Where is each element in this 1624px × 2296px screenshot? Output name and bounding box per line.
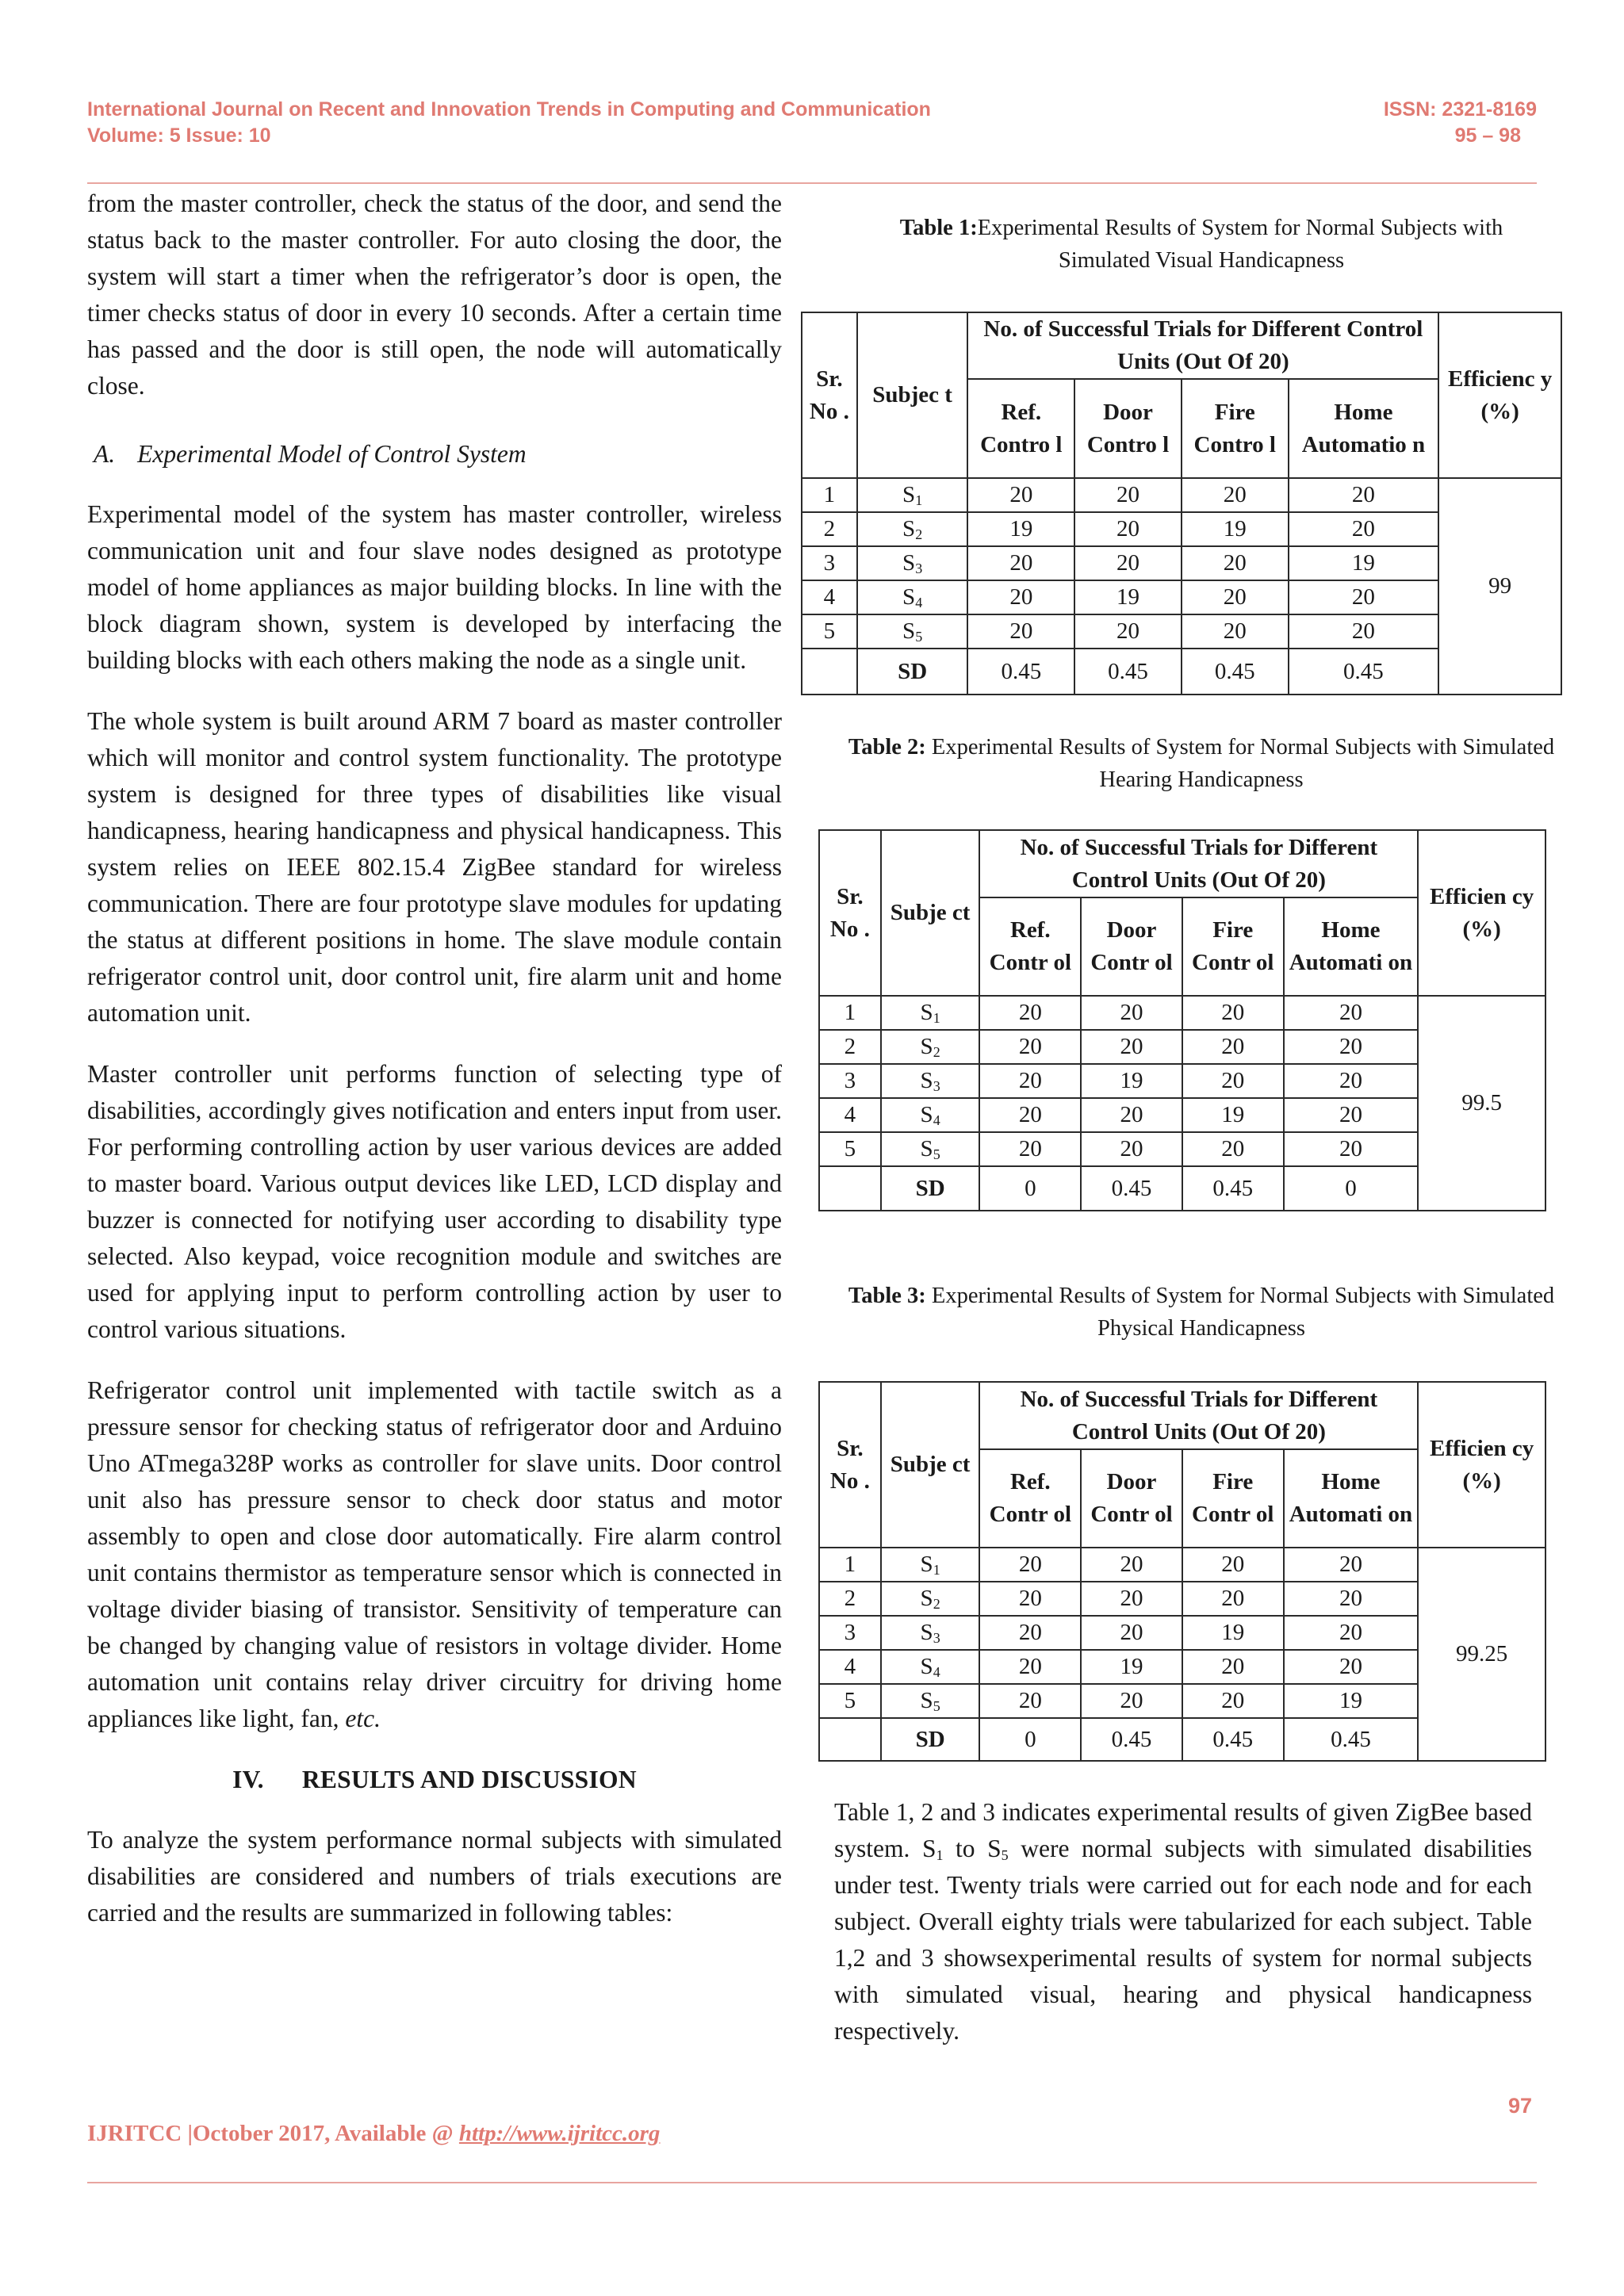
cell-door: 20 [1074, 478, 1182, 512]
cell-sd-ref: 0 [979, 1718, 1081, 1761]
cell-home: 20 [1289, 512, 1439, 546]
caption-text: Experimental Results of System for Normal Subjects with Simulated Visual Handicapness [977, 216, 1503, 273]
header-subject: Subje ct [881, 830, 980, 996]
cell-subject: $S_1$ [881, 1548, 980, 1582]
cell-fire: 20 [1182, 996, 1284, 1030]
cell-subject: $S_2$ [881, 1582, 980, 1616]
table-2-caption [833, 731, 1570, 796]
cell-fire: 20 [1182, 546, 1289, 580]
cell-sr: 2 [819, 1030, 881, 1064]
table-row [819, 1548, 1545, 1582]
cell-ref: 20 [979, 1064, 1081, 1098]
paragraph: The whole system is built around ARM 7 board as master controller which will monitor and control system functionality. The prototype system is designed for three types of disabilities like visual handicapness, hearing handicapness and physical handicapness. This system relies on IEEE 802.15.4 ZigBee standard for wireless communication. There are four prototype slave modules for updating the status at different positions in home. The slave module contain refrigerator control unit, door control unit, fire alarm unit and home automation unit. [87, 707, 782, 1027]
cell-sd-home: 0 [1284, 1166, 1419, 1211]
etc-text: etc. [345, 1705, 381, 1732]
cell-fire: 20 [1182, 478, 1289, 512]
cell-home: 20 [1289, 614, 1439, 649]
header-sr: Sr. No . [802, 312, 857, 478]
cell-ref: 20 [967, 478, 1074, 512]
header-efficiency: Efficien cy (%) [1418, 1382, 1545, 1548]
header-subject: Subje ct [881, 1382, 980, 1548]
cell-door: 20 [1081, 1582, 1182, 1616]
header-group: No. of Successful Trials for Different Control Units (Out Of 20) [967, 312, 1438, 379]
cell-ref: 20 [967, 580, 1074, 614]
cell-door: 19 [1081, 1650, 1182, 1684]
header-fire: Fire Contr ol [1182, 897, 1284, 996]
cell-home: 20 [1284, 1132, 1419, 1166]
cell-sr: 4 [819, 1098, 881, 1132]
left-column [87, 186, 782, 1956]
cell-door: 20 [1081, 1030, 1182, 1064]
cell-ref: 20 [979, 1616, 1081, 1650]
cell-ref: 20 [979, 1548, 1081, 1582]
cell-door: 20 [1081, 1616, 1182, 1650]
cell-door: 19 [1074, 580, 1182, 614]
cell-sr: 1 [802, 478, 857, 512]
cell-sr: 4 [802, 580, 857, 614]
cell-subject: $S_4$ [881, 1650, 980, 1684]
table-row [802, 478, 1561, 512]
cell-fire: 20 [1182, 1684, 1284, 1718]
cell-ref: 20 [979, 996, 1081, 1030]
cell-home: 20 [1284, 1098, 1419, 1132]
cell-sd-door: 0.45 [1081, 1166, 1182, 1211]
cell-door: 20 [1074, 512, 1182, 546]
cell-ref: 20 [979, 1582, 1081, 1616]
cell-home: 19 [1284, 1684, 1419, 1718]
table-row [819, 996, 1545, 1030]
cell-home: 20 [1289, 478, 1439, 512]
subsection-label: A. [94, 440, 116, 468]
cell-sr: 1 [819, 1548, 881, 1582]
paragraph: To analyze the system performance normal subjects with simulated disabilities are considered and numbers of trials executions are carried and the results are summarized in following tables: [87, 1826, 782, 1927]
cell-subject: $S_1$ [857, 478, 968, 512]
header-fire: Fire Contro l [1182, 379, 1289, 478]
caption-text: Experimental Results of System for Normal Subjects with Simulated Physical Handicapness [931, 1284, 1555, 1341]
cell-door: 20 [1081, 1548, 1182, 1582]
caption-label: Table 3: [848, 1284, 926, 1308]
cell-ref: 20 [979, 1650, 1081, 1684]
cell-fire: 20 [1182, 1132, 1284, 1166]
cell-sr: 5 [819, 1684, 881, 1718]
cell-sd-door: 0.45 [1074, 649, 1182, 695]
header-efficiency: Efficien cy (%) [1418, 830, 1545, 996]
footer-divider [87, 2182, 1537, 2183]
cell-sr: 1 [819, 996, 881, 1030]
cell-ref: 20 [967, 614, 1074, 649]
cell-sd-ref: 0 [979, 1166, 1081, 1211]
caption-label: Table 1: [899, 216, 978, 240]
cell-sr: 5 [802, 614, 857, 649]
caption-text: Experimental Results of System for Normal Subjects with Simulated Hearing Handicapness [931, 735, 1555, 792]
cell-sr: 5 [819, 1132, 881, 1166]
header-ref: Ref. Contr ol [979, 897, 1081, 996]
cell-door: 20 [1074, 614, 1182, 649]
cell-door: 20 [1081, 1098, 1182, 1132]
cell-subject: $S_4$ [881, 1098, 980, 1132]
paragraph: from the master controller, check the status of the door, and send the status back to the master controller. For auto closing the door, the system will start a timer when the refrigerator’s door is open, the timer checks status of door in every 10 seconds. After a certain time has passed and the door is still open, the node will automatically close. [87, 189, 782, 400]
header-divider [87, 182, 1537, 184]
cell-door: 20 [1081, 996, 1182, 1030]
cell-home: 19 [1289, 546, 1439, 580]
header-door: Door Contr ol [1081, 1449, 1182, 1548]
cell-sd-ref: 0.45 [967, 649, 1074, 695]
header-group: No. of Successful Trials for Different Control Units (Out Of 20) [979, 830, 1418, 897]
header-fire: Fire Contr ol [1182, 1449, 1284, 1548]
journal-title: International Journal on Recent and Innovation Trends in Computing and Communication [87, 98, 931, 121]
cell-fire: 20 [1182, 1548, 1284, 1582]
cell-home: 20 [1284, 1650, 1419, 1684]
header-door: Door Contr ol [1081, 897, 1182, 996]
page-range: 95 – 98 [1454, 124, 1521, 147]
cell-home: 20 [1289, 580, 1439, 614]
cell-fire: 19 [1182, 1098, 1284, 1132]
cell-subject: $S_3$ [881, 1064, 980, 1098]
cell-subject: $S_2$ [881, 1030, 980, 1064]
header-home: Home Automati on [1284, 1449, 1419, 1548]
cell-subject: $S_3$ [881, 1616, 980, 1650]
cell-ref: 20 [979, 1132, 1081, 1166]
section-number: IV. [232, 1766, 264, 1793]
cell-sd-fire: 0.45 [1182, 1718, 1284, 1761]
cell-sd-fire: 0.45 [1182, 649, 1289, 695]
header-home: Home Automati on [1284, 897, 1419, 996]
cell-door: 20 [1081, 1684, 1182, 1718]
cell-fire: 19 [1182, 1616, 1284, 1650]
cell-sd-label: SD [881, 1166, 980, 1211]
cell-home: 20 [1284, 1548, 1419, 1582]
cell-sd-label: SD [881, 1718, 980, 1761]
cell-sr: 3 [819, 1616, 881, 1650]
paragraph [87, 1372, 782, 1737]
cell-sr: 2 [802, 512, 857, 546]
header-sr: Sr. No . [819, 1382, 881, 1548]
table-1-caption [880, 212, 1522, 277]
cell-home: 20 [1284, 1030, 1419, 1064]
subsection-heading [94, 436, 782, 473]
cell-subject: $S_5$ [881, 1684, 980, 1718]
cell-ref: 19 [967, 512, 1074, 546]
cell-efficiency: 99.5 [1418, 996, 1545, 1211]
cell-sr: 2 [819, 1582, 881, 1616]
cell-fire: 20 [1182, 1582, 1284, 1616]
footer-text: IJRITCC |October 2017, Available @ [87, 2121, 459, 2146]
table-1 [801, 312, 1562, 695]
cell-subject: $S_2$ [857, 512, 968, 546]
footer-link[interactable]: http://www.ijritcc.org [458, 2121, 661, 2146]
header-home: Home Automatio n [1289, 379, 1439, 478]
cell-efficiency: 99 [1438, 478, 1561, 695]
cell-subject: $S_5$ [857, 614, 968, 649]
cell-door: 19 [1081, 1064, 1182, 1098]
paragraph-text: Refrigerator control unit implemented with tactile switch as a pressure sensor for checking status of refrigerator door and Arduino Uno ATmega328P works as controller for slave units. Door control unit also has pressure sensor to check door status and motor assembly to open and close door automatically. Fire alarm control unit contains thermistor as temperature sensor which is connected in voltage divider biasing of transistor. Sensitivity of temperature can be changed by changing value of resistors in voltage divider. Home automation unit contains relay driver circuitry for driving home appliances like light, fan, [87, 1376, 782, 1732]
section-heading [87, 1762, 782, 1798]
section-title: RESULTS AND DISCUSSION [301, 1766, 637, 1793]
cell-door: 20 [1081, 1132, 1182, 1166]
cell-empty [819, 1166, 881, 1211]
cell-fire: 19 [1182, 512, 1289, 546]
cell-sd-home: 0.45 [1284, 1718, 1419, 1761]
cell-sr: 4 [819, 1650, 881, 1684]
cell-ref: 20 [979, 1684, 1081, 1718]
cell-empty [802, 649, 857, 695]
cell-fire: 20 [1182, 614, 1289, 649]
cell-home: 20 [1284, 996, 1419, 1030]
running-header [87, 97, 1537, 149]
cell-sd-door: 0.45 [1081, 1718, 1182, 1761]
cell-subject: $S_5$ [881, 1132, 980, 1166]
cell-ref: 20 [979, 1098, 1081, 1132]
cell-fire: 20 [1182, 580, 1289, 614]
cell-sd-label: SD [857, 649, 968, 695]
table-3-caption [833, 1280, 1570, 1345]
header-group: No. of Successful Trials for Different Control Units (Out Of 20) [979, 1382, 1418, 1449]
cell-subject: $S_4$ [857, 580, 968, 614]
cell-subject: $S_1$ [881, 996, 980, 1030]
header-ref: Ref. Contro l [967, 379, 1074, 478]
caption-label: Table 2: [848, 735, 926, 760]
table-3 [818, 1381, 1546, 1762]
subsection-title: Experimental Model of Control System [137, 440, 527, 468]
header-ref: Ref. Contr ol [979, 1449, 1081, 1548]
volume-issue: Volume: 5 Issue: 10 [87, 124, 271, 147]
cell-subject: $S_3$ [857, 546, 968, 580]
cell-sr: 3 [802, 546, 857, 580]
page-number: 97 [1507, 2094, 1532, 2118]
cell-home: 20 [1284, 1064, 1419, 1098]
header-door: Door Contro l [1074, 379, 1182, 478]
cell-home: 20 [1284, 1616, 1419, 1650]
cell-fire: 20 [1182, 1650, 1284, 1684]
cell-empty [819, 1718, 881, 1761]
cell-ref: 20 [967, 546, 1074, 580]
table-2 [818, 829, 1546, 1211]
closing-paragraph: Table 1, 2 and 3 indicates experimental results of given ZigBee based system. $S_1$ to $S_5$ were normal subjects with simulated disabilities under test. Twenty trials were carried out for each node and for each subject. Overall eighty trials were tabularized for each subject. Table 1,2 and 3 showsexperimental results of system for normal subjects with simulated visual, hearing and physical handicapness respectively. [834, 1798, 1532, 2045]
header-sr: Sr. No . [819, 830, 881, 996]
issn: ISSN: 2321-8169 [1383, 98, 1537, 121]
cell-home: 20 [1284, 1582, 1419, 1616]
cell-efficiency: 99.25 [1418, 1548, 1545, 1761]
paragraph: Experimental model of the system has master controller, wireless communication unit and four slave nodes designed as prototype model of home appliances as major building blocks. In line with the block diagram shown, system is developed by interfacing the building blocks with each others making the node as a single unit. [87, 500, 782, 674]
header-subject: Subjec t [857, 312, 968, 478]
cell-fire: 20 [1182, 1030, 1284, 1064]
cell-sr: 3 [819, 1064, 881, 1098]
cell-fire: 20 [1182, 1064, 1284, 1098]
cell-door: 20 [1074, 546, 1182, 580]
cell-sd-home: 0.45 [1289, 649, 1439, 695]
header-efficiency: Efficienc y (%) [1438, 312, 1561, 478]
cell-ref: 20 [979, 1030, 1081, 1064]
footer [87, 2121, 660, 2147]
paragraph: Master controller unit performs function of selecting type of disabilities, accordingly gives notification and enters input from user. For performing controlling action by user various devices are added to master board. Various output devices like LED, LCD display and buzzer is connected for notifying user according to disability type selected. Also keypad, voice recognition module and switches are used for applying input to perform controlling action by user to control various situations. [87, 1060, 782, 1343]
cell-sd-fire: 0.45 [1182, 1166, 1284, 1211]
